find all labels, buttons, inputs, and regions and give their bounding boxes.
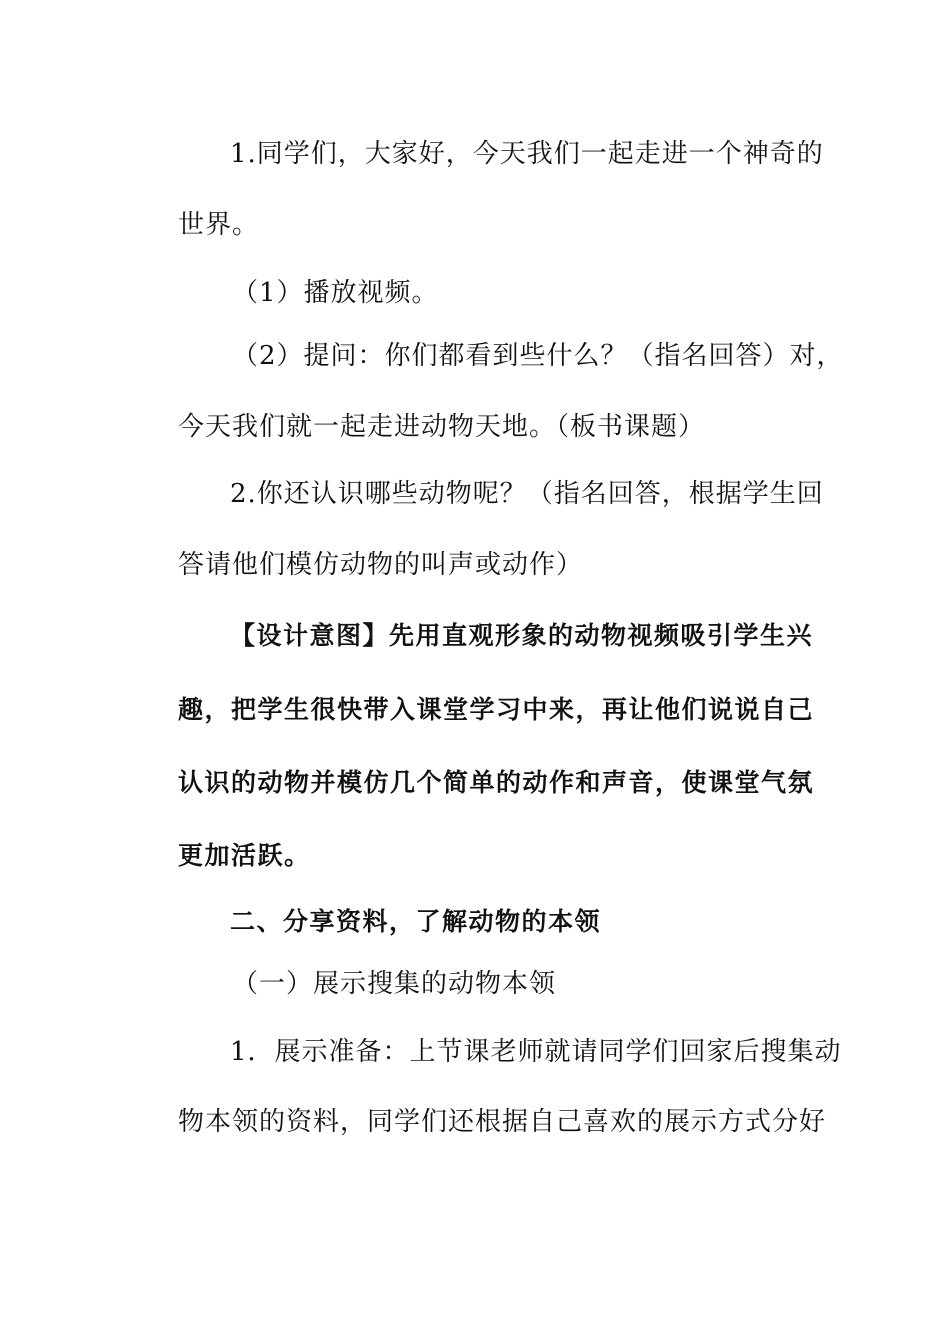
step-2-question-line-1: （2）提问：你们都看到些什么？（指名回答）对，: [232, 341, 844, 371]
paragraph-2-line-1: 2.你还认识哪些动物呢？（指名回答，根据学生回: [230, 479, 824, 509]
design-intent-line-2: 趣，把学生很快带入课堂学习中来，再让他们说说自己: [178, 695, 815, 724]
design-intent-line-3: 认识的动物并模仿几个简单的动作和声音，使课堂气氛: [178, 768, 815, 797]
section-heading: 二、分享资料，了解动物的本领: [230, 907, 602, 936]
paragraph-3-line-2: 物本领的资料，同学们还根据自己喜欢的展示方式分好: [178, 1107, 827, 1137]
step-1-play-video: （1）播放视频。: [232, 278, 439, 308]
step-2-question-line-2: 今天我们就一起走进动物天地。（板书课题）: [178, 412, 706, 442]
design-intent-line-4: 更加活跃。: [178, 841, 311, 870]
paragraph-2-line-2: 答请他们模仿动物的叫声或动作）: [178, 550, 584, 580]
paragraph-3-line-1: 1．展示准备：上节课老师就请同学们回家后搜集动: [230, 1037, 842, 1067]
paragraph-1-line-2: 世界。: [178, 210, 260, 240]
paragraph-1-line-1: 1.同学们，大家好，今天我们一起走进一个神奇的: [230, 139, 824, 169]
design-intent-line-1: 【设计意图】先用直观形象的动物视频吸引学生兴: [230, 621, 814, 650]
subsection-heading: （一）展示搜集的动物本领: [232, 969, 557, 999]
